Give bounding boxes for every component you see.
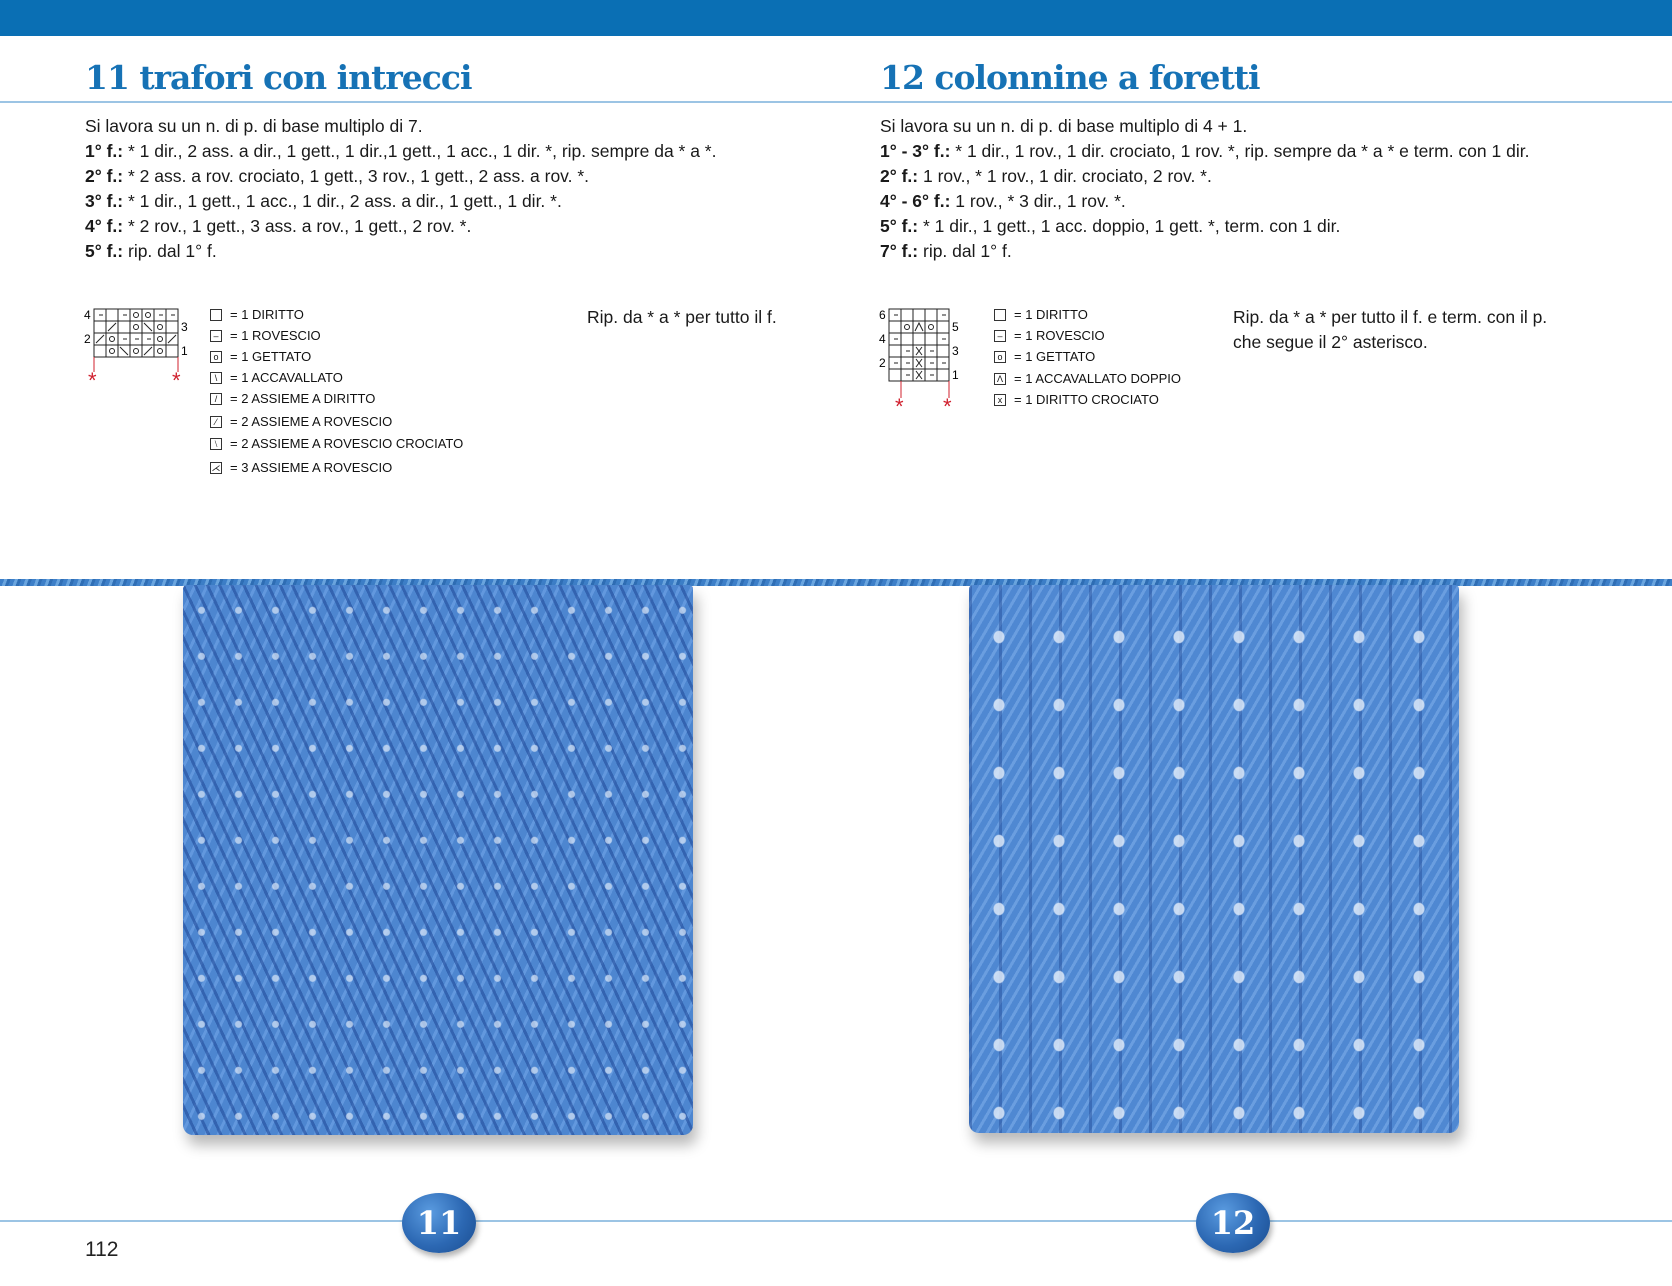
legend-item: = 1 DIRITTO xyxy=(994,307,1088,323)
chart-row-label: 1 xyxy=(181,344,188,358)
legend-item: o = 1 GETTATO xyxy=(210,349,311,365)
chart-row-label: 3 xyxy=(181,320,188,334)
asterisk-marker: * xyxy=(172,368,181,393)
legend-item: – = 1 ROVESCIO xyxy=(210,328,321,344)
legend-item: / = 2 ASSIEME A DIRITTO xyxy=(210,391,375,407)
legend-item: = 1 DIRITTO xyxy=(210,307,304,323)
chart-row-label: 1 xyxy=(952,368,959,382)
chart-row-label: 4 xyxy=(84,308,91,322)
legend-item: – = 1 ROVESCIO xyxy=(994,328,1105,344)
empty-square-icon xyxy=(994,309,1006,321)
legend-item: \ = 1 ACCAVALLATO xyxy=(210,370,343,386)
repeat-note-11: Rip. da * a * per tutto il f. xyxy=(587,307,777,327)
instruction-row: 5° f.: rip. dal 1° f. xyxy=(85,241,217,261)
double-decrease-icon: Λ xyxy=(994,373,1006,385)
knit-swatch-photo-11 xyxy=(183,585,693,1135)
instruction-row: 4° - 6° f.: 1 rov., * 3 dir., 1 rov. *. xyxy=(880,191,1126,211)
purl-dash-icon: – xyxy=(994,330,1006,342)
chart-row-label: 6 xyxy=(879,308,886,322)
top-color-bar xyxy=(0,0,1672,36)
purl-together-icon: ⁄ xyxy=(210,416,222,428)
legend-item: ⋌ = 3 ASSIEME A ROVESCIO xyxy=(211,460,393,475)
instructions-12 xyxy=(880,114,1529,264)
repeat-note-12: Rip. da * a * per tutto il f. e term. con il p. che segue il 2° asterisco. xyxy=(1233,307,1548,352)
legend-item: ⧵ = 2 ASSIEME A ROVESCIO CROCIATO xyxy=(210,436,463,452)
three-together-icon: ⋌ xyxy=(211,462,221,473)
section-title-11: 11 trafori con intrecci xyxy=(85,58,472,97)
yarn-ball-badge-11 xyxy=(402,1193,476,1253)
stitch-chart-12 xyxy=(877,306,967,416)
page-number: 112 xyxy=(85,1238,119,1261)
legend-item: ⁄ = 2 ASSIEME A ROVESCIO xyxy=(210,414,392,430)
yarn-ball-badge-12 xyxy=(1196,1193,1270,1253)
yarn-over-circle-icon: o xyxy=(994,351,1006,363)
instructions-11 xyxy=(85,114,716,264)
instructions-intro: Si lavora su un n. di p. di base multiplo di 7. xyxy=(85,116,423,136)
instruction-row: 3° f.: * 1 dir., 1 gett., 1 acc., 1 dir., 2 ass. a dir., 1 gett., 1 dir. *. xyxy=(85,191,562,211)
footer-rule xyxy=(0,1220,1672,1222)
legend-item: o = 1 GETTATO xyxy=(994,349,1095,365)
legend-item: x = 1 DIRITTO CROCIATO xyxy=(994,392,1159,408)
chart-row-label: 2 xyxy=(879,356,886,370)
title-underline-left xyxy=(0,101,843,103)
instruction-row: 1° - 3° f.: * 1 dir., 1 rov., 1 dir. crociato, 1 rov. *, rip. sempre da * a * e term. con 1 dir. xyxy=(880,141,1530,161)
empty-square-icon xyxy=(210,309,222,321)
badge-number: 12 xyxy=(1210,1204,1256,1242)
chart-row-label: 4 xyxy=(879,332,886,346)
asterisk-marker: * xyxy=(943,394,952,416)
instruction-row: 1° f.: * 1 dir., 2 ass. a dir., 1 gett., 1 dir.,1 gett., 1 acc., 1 dir. *, rip. sempre da * a *. xyxy=(85,141,717,161)
yarn-over-circle-icon: o xyxy=(210,351,222,363)
stitch-chart-11 xyxy=(82,306,192,396)
instruction-row: 4° f.: * 2 rov., 1 gett., 3 ass. a rov., 1 gett., 2 rov. *. xyxy=(85,216,472,236)
title-underline-right xyxy=(843,101,1672,103)
knit-swatch-photo-12 xyxy=(969,585,1459,1133)
instructions-intro: Si lavora su un n. di p. di base multiplo di 4 + 1. xyxy=(880,116,1248,136)
legend-item: Λ = 1 ACCAVALLATO DOPPIO xyxy=(994,371,1181,387)
asterisk-marker: * xyxy=(895,394,904,416)
backslash-icon: \ xyxy=(210,372,222,384)
purl-together-crossed-icon: ⧵ xyxy=(210,438,222,450)
instruction-row: 2° f.: * 2 ass. a rov. crociato, 1 gett., 3 rov., 1 gett., 2 ass. a rov. *. xyxy=(85,166,590,186)
instruction-row: 2° f.: 1 rov., * 1 rov., 1 dir. crociato, 2 rov. *. xyxy=(880,166,1212,186)
chart-row-label: 2 xyxy=(84,332,91,346)
purl-dash-icon: – xyxy=(210,330,222,342)
slash-icon: / xyxy=(210,393,222,405)
asterisk-marker: * xyxy=(88,368,97,393)
instruction-row: 5° f.: * 1 dir., 1 gett., 1 acc. doppio, 1 gett. *, term. con 1 dir. xyxy=(880,216,1341,236)
badge-number: 11 xyxy=(416,1204,462,1242)
chart-row-label: 3 xyxy=(952,344,959,358)
chart-row-label: 5 xyxy=(952,320,959,334)
section-title-12: 12 colonnine a foretti xyxy=(880,58,1260,97)
twisted-knit-icon: x xyxy=(994,394,1006,406)
instruction-row: 7° f.: rip. dal 1° f. xyxy=(880,241,1012,261)
